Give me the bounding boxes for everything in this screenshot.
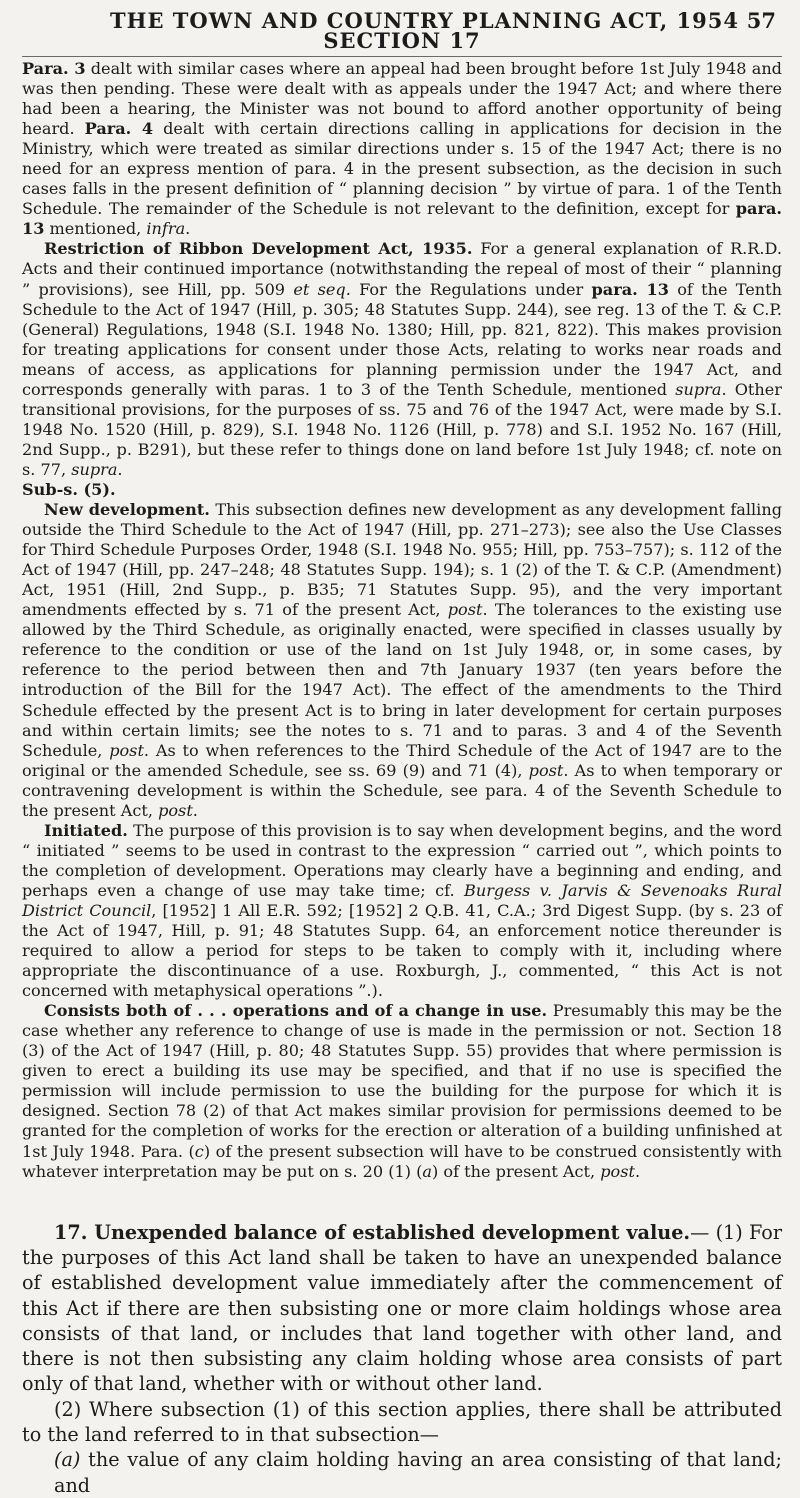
note-paragraph [22, 1001, 782, 1181]
running-title: THE TOWN AND COUNTRY PLANNING ACT, 1954 [110, 8, 739, 33]
note-lead: para. 13 [22, 199, 782, 239]
note-text: . [117, 459, 123, 479]
note-lead: para. 13 [591, 279, 669, 299]
statute-text [22, 1220, 782, 1498]
header-rule [22, 56, 782, 57]
note-paragraph [22, 239, 782, 480]
running-head [22, 0, 782, 52]
note-text: . Other transitional provisions, for the purposes of ss. 75 and 76 of the 1947 Act, were made by S.I. 1948 No. 1520 (Hill, p. 829), S.I. 1948 No. 1126 (Hill, p. 778) and S.I. 1952 No. 167 (Hill, 2nd Supp., p. B291), but these refer to things done on land before 1st July 1948; cf. note on s. 77, [22, 379, 782, 479]
note-italic: infra [146, 219, 186, 239]
note-text: Presumably this may be the case whether any reference to change of use is made in the permission or not. Section 18 (3) of the Act of 1947 (Hill, p. 80; 48 Statutes Supp. 55) provides that where permission is given to erect a building its use may be specified, and that if no use is specified the permission will include permission to use the building for the purpose for which it is designed. Section 78 (2) of that Act makes similar provision for permissions deemed to be granted for the completion of works for the erection or alteration of a building unfinished at 1st July 1948. Para. ( [22, 1001, 783, 1161]
note-text: For the Regulations under [350, 279, 592, 299]
note-text: ) of the present Act, [432, 1161, 601, 1181]
note-italic: et seq. [293, 279, 351, 299]
section-17-subsection-2 [22, 1397, 782, 1448]
note-lead: Consists both of . . . operations and of a change in use. [44, 1001, 548, 1021]
note-lead: Initiated. [44, 820, 128, 840]
note-paragraph [22, 59, 782, 239]
note-lead: Restriction of Ribbon Development Act, 1935. [44, 239, 473, 259]
note-italic: Burgess v. Jarvis & Sevenoaks Rural District Council [22, 880, 782, 920]
note-italic: supra [675, 379, 722, 399]
note-italic: c [194, 1141, 204, 1161]
note-text: ) of the present subsection will have to be construed consistently with whatever interpretation may be put on s. 20 (1) ( [22, 1141, 782, 1181]
note-italic: a [422, 1161, 433, 1181]
note-italic: post [158, 800, 193, 820]
note-italic: post [600, 1161, 635, 1181]
section-heading: SECTION 17 [323, 28, 481, 53]
section-17-paragraph-a [22, 1447, 782, 1498]
note-text: dealt with certain directions calling in applications for decision in the Ministry, which were treated as similar directions under s. 15 of the 1947 Act; there is no need for an express mention of para. 4 in the present subsection, as the decision in such cases falls in the present definition of “ planning decision ” by virtue of para. 1 of the Tenth Schedule. The remainder of the Schedule is not relevant to the definition, except for [22, 119, 782, 219]
note-text: . The tolerances to the existing use allowed by the Third Schedule, as originally enacted, were specified in classes usually by reference to the condition or use of the land on 1st July 1948, or, in some cases, by reference to the period between then and 7th January 1937 (ten years before the introduction of the Bill for the 1947 Act). The effect of the amendments to the Third Schedule effected by the present Act is to bring in later development for certain purposes and within certain limits; see the notes to s. 71 and to paras. 3 and 4 of the Seventh Schedule, [22, 600, 782, 760]
note-italic: post [528, 760, 564, 780]
page-number: 57 [746, 8, 776, 33]
note-text: . As to when references to the Third Schedule of the Act of 1947 are to the original or the amended Schedule, see ss. 69 (9) and 71 (4), [22, 740, 783, 780]
heading-dash: — [690, 1220, 710, 1244]
note-text: . As to when temporary or contravening development is within the Schedule, see para. 4 of the Seventh Schedule to the present Act, [22, 760, 782, 820]
note-paragraph [22, 480, 782, 500]
note-italic: supra [71, 459, 118, 479]
note-text: . [185, 219, 191, 239]
spacer [22, 1182, 782, 1220]
note-text: This subsection defines new development as any development falling outside the Third Schedule to the Act of 1947 (Hill, pp. 271–273); see also the Use Classes for Third Schedule Purposes Order, 1948 (S.I. 1948 No. 955; Hill, pp. 753–757); s. 112 of the Act of 1947 (Hill, pp. 247–248; 48 Statutes Supp. 194); s. 1 (2) of the T. & C.P. (Amendment) Act, 1951 (Hill, 2nd Supp., p. B35; 71 Statutes Supp. 95), and the very important amendments effected by s. 71 of the present Act, [22, 500, 782, 620]
note-text: of the Tenth Schedule to the Act of 1947 (Hill, p. 305; 48 Statutes Supp. 244), see reg. 13 of the T. & C.P. (General) Regulations, 1948 (S.I. 1948 No. 1380; Hill, pp. 821, 822). This makes provision for treating applications for consent under those Acts, relating to works near roads and means of access, as applications for planning permission under the 1947 Act, and corresponds generally with paras. 1 to 3 of the Tenth Schedule, mentioned [22, 279, 782, 399]
paragraph-text: the value of any claim holding having an area consisting of that land; and [54, 1448, 782, 1497]
section-17-heading: 17. Unexpended balance of established development value. [54, 1220, 691, 1244]
note-lead: New development. [44, 500, 210, 520]
note-text: For a general explanation of R.R.D. Acts and their continued importance (notwithstanding the repeal of most of their “ planning ” provisions), see Hill, pp. 509 [22, 239, 782, 299]
note-italic: post [447, 600, 483, 620]
note-text: . [634, 1161, 641, 1181]
section-17-subsection-1 [22, 1220, 782, 1397]
note-text: , [1952] 1 All E.R. 592; [1952] 2 Q.B. 41, C.A.; 3rd Digest Supp. (by s. 23 of the Act of 1947, Hill, p. 91; 48 Statutes Supp. 64, an enforcement notice thereunder is required to allow a period for steps to be taken to comply with it, including where appropriate the discontinuance of a use. Roxburgh, J., commented, “ this Act is not concerned with metaphysical operations ”.). [22, 900, 782, 1001]
note-paragraph [22, 500, 782, 821]
paragraph-label: (a) [54, 1448, 81, 1472]
note-text: mentioned, [44, 219, 147, 239]
note-lead: Para. 3 [22, 59, 86, 78]
note-lead: Para. 4 [84, 119, 154, 139]
note-text: The purpose of this provision is to say when development begins, and the word “ initiated ” seems to be used in contrast to the expression “ carried out ”, which points to the completion of development. Operations may clearly have a beginning and ending, and perhaps even a change of use may take time; cf. [22, 820, 782, 900]
subsection-text: (2) Where subsection (1) of this section applies, there shall be attributed to the land referred to in that subsection— [22, 1397, 782, 1446]
note-text: dealt with similar cases where an appeal had been brought before 1st July 1948 and was then pending. These were dealt with as appeals under the 1947 Act; and where there had been a hearing, the Minister was not bound to afford another opportunity of being heard. [22, 59, 782, 139]
annotations [22, 59, 782, 1182]
subsection-label: Sub-s. (5). [22, 479, 116, 499]
note-paragraph [22, 821, 782, 1001]
note-text: . [192, 800, 198, 820]
note-italic: post [109, 740, 144, 760]
subsection-text: (1) For the purposes of this Act land shall be taken to have an unexpended balance of established development value immediately after the commencement of this Act if there are then subsisting one or more claim holdings whose area consists of that land, or includes that land together with other land, and there is not then subsisting any claim holding whose area consists of part only of that land, whether with or without other land. [22, 1220, 782, 1396]
